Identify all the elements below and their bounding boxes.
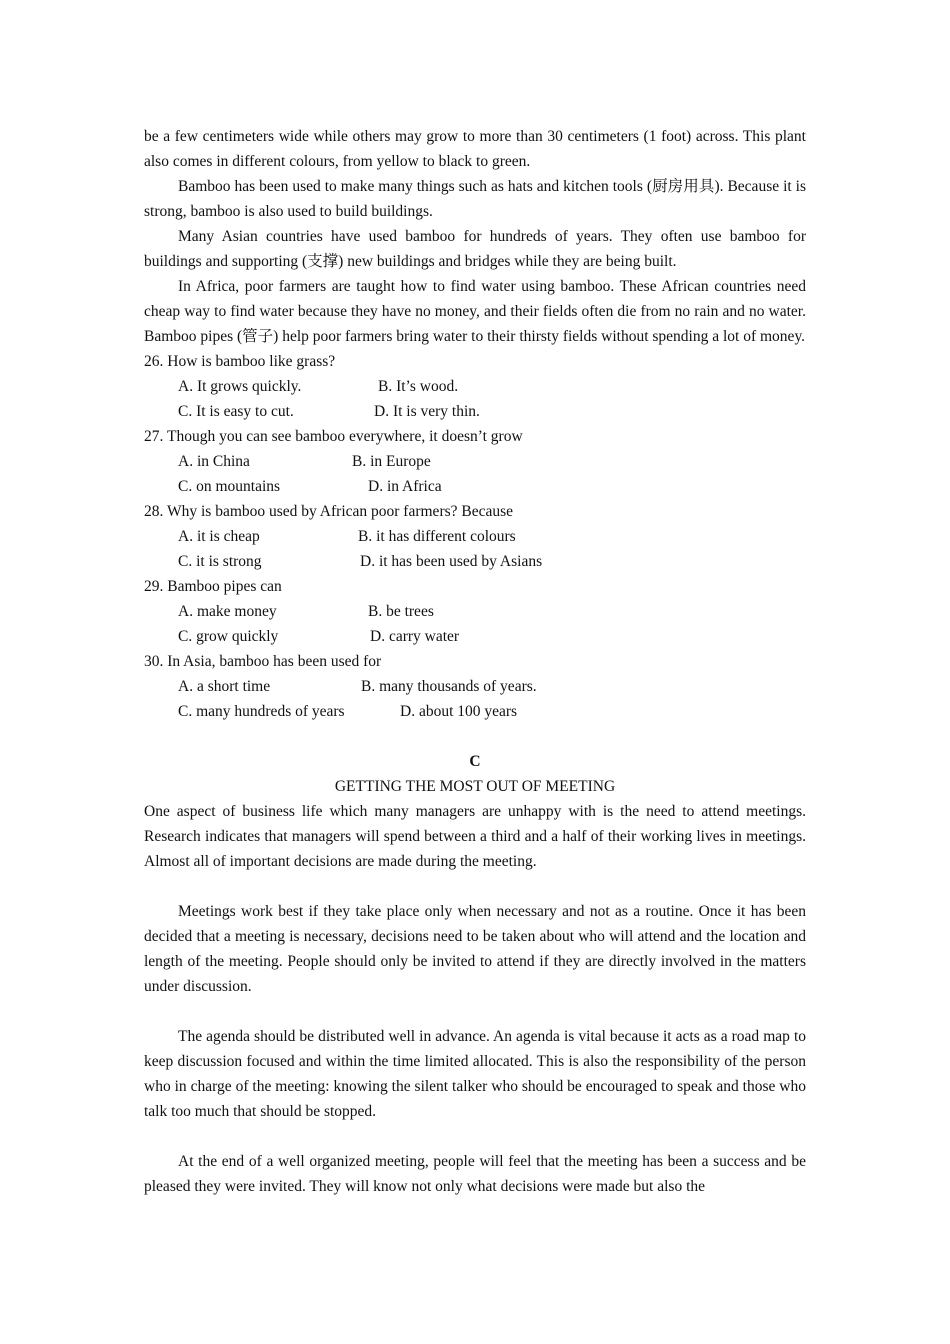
question-29-option-a: A. make money <box>178 603 277 620</box>
spacer <box>144 1124 806 1149</box>
question-26-options-row-2 <box>144 399 806 424</box>
spacer <box>144 724 806 749</box>
question-27-option-c: C. on mountains <box>178 478 281 495</box>
question-27-option-d: D. in Africa <box>368 478 442 495</box>
question-29-options-row-1 <box>144 599 806 624</box>
question-27-options-row-1 <box>144 449 806 474</box>
section-letter: C <box>469 753 481 770</box>
spacer <box>144 874 806 899</box>
question-28-option-a: A. it is cheap <box>178 528 260 545</box>
question-27-stem: 27. Though you can see bamboo everywhere, it doesn’t grow <box>144 428 523 445</box>
question-26-options-row-1 <box>144 374 806 399</box>
question-29-option-b: B. be trees <box>368 603 434 620</box>
section-title: GETTING THE MOST OUT OF MEETING <box>334 778 616 795</box>
question-30-options-row-2 <box>144 699 806 724</box>
passage-c-paragraph-1: One aspect of business life which many managers are unhappy with is the need to attend meetings. Research indicates that managers will spend between a third and a half of their working lives in meetings. Almost all of important decisions are made during the meeting. <box>144 803 806 870</box>
question-29-option-d: D. carry water <box>370 628 460 645</box>
spacer <box>144 999 806 1024</box>
document-page <box>144 124 806 1199</box>
question-30-options-row-1 <box>144 674 806 699</box>
question-28-option-c: C. it is strong <box>178 553 262 570</box>
question-30-stem: 30. In Asia, bamboo has been used for <box>144 653 382 670</box>
question-27-option-a: A. in China <box>178 453 250 470</box>
passage-b-paragraph-2: Bamboo has been used to make many things such as hats and kitchen tools (厨房用具). Because it is strong, bamboo is also used to build buildings. <box>144 178 806 220</box>
question-28-options-row-2 <box>144 549 806 574</box>
question-30-option-a: A. a short time <box>178 678 271 695</box>
question-26-option-a: A. It grows quickly. <box>178 378 302 395</box>
question-28-option-d: D. it has been used by Asians <box>360 553 543 570</box>
question-28-options-row-1 <box>144 524 806 549</box>
question-26-option-b: B. It’s wood. <box>378 378 459 395</box>
passage-b-paragraph-4: In Africa, poor farmers are taught how to find water using bamboo. These African countries need cheap way to find water because they have no money, and their fields often die from no rain and no water. Bamboo pipes (管子) help poor farmers bring water to their thirsty fields without spending a lot of money. <box>144 278 806 345</box>
question-27-options-row-2 <box>144 474 806 499</box>
passage-c-paragraph-4: At the end of a well organized meeting, people will feel that the meeting has been a success and be pleased they were invited. They will know not only what decisions were made but also the <box>144 1153 806 1195</box>
question-30-option-b: B. many thousands of years. <box>361 678 537 695</box>
passage-b-paragraph-1: be a few centimeters wide while others may grow to more than 30 centimeters (1 foot) across. This plant also comes in different colours, from yellow to black to green. <box>144 128 806 170</box>
question-30-option-c: C. many hundreds of years <box>178 703 345 720</box>
question-27-option-b: B. in Europe <box>352 453 431 470</box>
question-30-option-d: D. about 100 years <box>400 703 518 720</box>
question-26-stem: 26. How is bamboo like grass? <box>144 353 336 370</box>
passage-b-paragraph-3: Many Asian countries have used bamboo for hundreds of years. They often use bamboo for buildings and supporting (支撑) new buildings and bridges while they are being built. <box>144 228 806 270</box>
passage-c-paragraph-3: The agenda should be distributed well in advance. An agenda is vital because it acts as a road map to keep discussion focused and within the time limited allocated. This is also the responsibility of the person who in charge of the meeting: knowing the silent talker who should be encouraged to speak and those who talk too much that should be stopped. <box>144 1028 806 1120</box>
question-26-option-d: D. It is very thin. <box>374 403 480 420</box>
question-29-option-c: C. grow quickly <box>178 628 279 645</box>
passage-c-paragraph-2: Meetings work best if they take place only when necessary and not as a routine. Once it has been decided that a meeting is necessary, decisions need to be taken about who will attend and the location and length of the meeting. People should only be invited to attend if they are directly involved in the matters under discussion. <box>144 903 806 995</box>
question-28-option-b: B. it has different colours <box>358 528 516 545</box>
question-28-stem: 28. Why is bamboo used by African poor farmers? Because <box>144 503 514 520</box>
question-29-options-row-2 <box>144 624 806 649</box>
question-26-option-c: C. It is easy to cut. <box>178 403 294 420</box>
question-29-stem: 29. Bamboo pipes can <box>144 578 282 595</box>
